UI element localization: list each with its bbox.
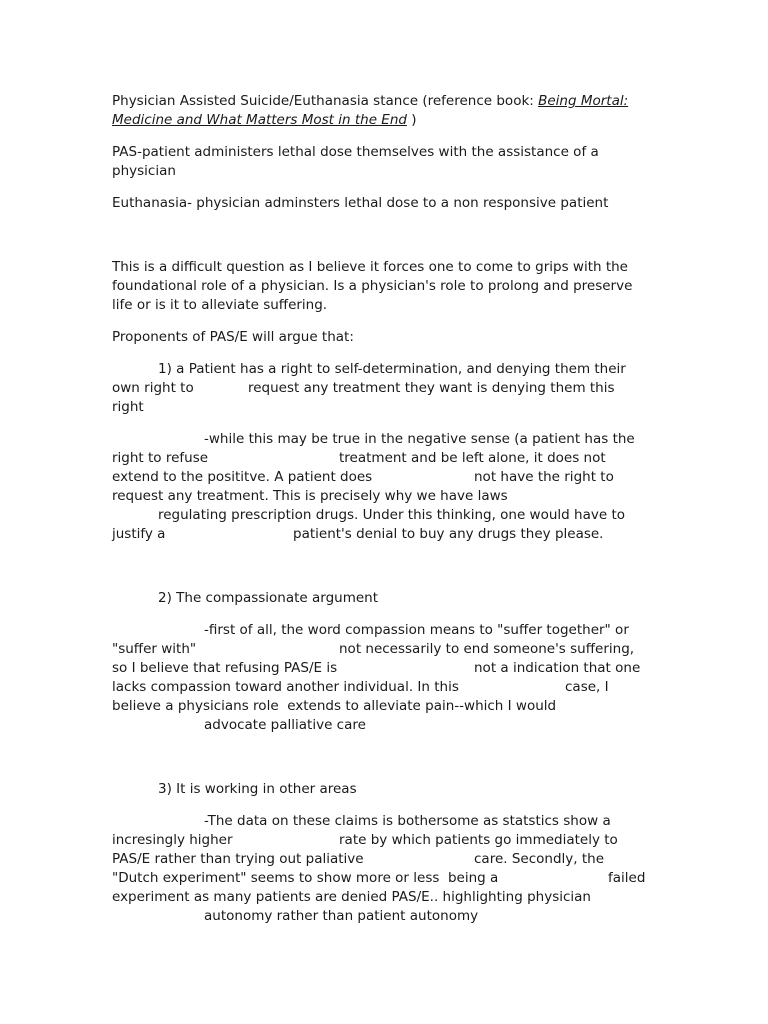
rebuttal2-line3b: not a indication that one — [474, 660, 641, 676]
book-title-part2: Medicine and What Matters Most in the End — [112, 112, 407, 128]
rebuttal3-line6: autonomy rather than patient autonomy — [204, 908, 479, 924]
rebuttal1-line2b: treatment and be left alone, it does not — [339, 450, 606, 466]
pas-definition-line2: physician — [112, 163, 176, 179]
rebuttal1-line1: -while this may be true in the negative sense (a patient has the — [204, 431, 635, 447]
rebuttal2-line2b: not necessarily to end someone's suffering, — [339, 641, 635, 657]
rebuttal1-line3a: extend to the posititve. A patient does — [112, 469, 373, 485]
euthanasia-definition: Euthanasia- physician adminsters lethal dose to a non responsive patient — [112, 195, 609, 211]
intro-line2: foundational role of a physician. Is a physician's role to prolong and preserve — [112, 278, 633, 294]
point3-heading: 3) It is working in other areas — [158, 781, 357, 797]
rebuttal2-line5: believe a physicians role extends to alleviate pain--which I would — [112, 698, 557, 714]
rebuttal3-line3a: PAS/E rather than trying out paliative — [112, 851, 364, 867]
rebuttal2-line4a: lacks compassion toward another individual. In this — [112, 679, 459, 695]
rebuttal2-line4b: case, I — [565, 679, 609, 695]
rebuttal2-line1: -first of all, the word compassion means to "suffer together" or — [204, 622, 629, 638]
point1-line2b: request any treatment they want is denying them this — [248, 380, 615, 396]
rebuttal3-line3b: care. Secondly, the — [474, 851, 604, 867]
document-title — [112, 92, 628, 111]
point1-line3: right — [112, 399, 144, 415]
rebuttal1-line5: regulating prescription drugs. Under this thinking, one would have to — [158, 507, 625, 523]
proponents-heading: Proponents of PAS/E will argue that: — [112, 329, 354, 345]
intro-line3: life or is it to alleviate suffering. — [112, 297, 328, 313]
rebuttal1-line6b: patient's denial to buy any drugs they please. — [293, 526, 604, 542]
rebuttal3-line2a: incresingly higher — [112, 832, 233, 848]
rebuttal2-line2a: "suffer with" — [112, 641, 197, 657]
title-suffix: ) — [406, 112, 417, 128]
rebuttal2-line3a: so I believe that refusing PAS/E is — [112, 660, 338, 676]
point2-heading: 2) The compassionate argument — [158, 590, 379, 606]
rebuttal3-line4b: failed — [608, 870, 646, 886]
rebuttal3-line4a: "Dutch experiment" seems to show more or less being a — [112, 870, 499, 886]
point1-line2a: own right to — [112, 380, 194, 396]
intro-line1: This is a difficult question as I believe it forces one to come to grips with the — [112, 259, 628, 275]
rebuttal3-line5: experiment as many patients are denied PAS/E.. highlighting physician — [112, 889, 591, 905]
rebuttal1-line2a: right to refuse — [112, 450, 209, 466]
pas-definition-line1: PAS-patient administers lethal dose themselves with the assistance of a — [112, 144, 599, 160]
book-title-part1: Being Mortal: — [538, 93, 629, 109]
point1-line1: 1) a Patient has a right to self-determination, and denying them their — [158, 361, 626, 377]
rebuttal1-line6a: justify a — [112, 526, 166, 542]
rebuttal3-line1: -The data on these claims is bothersome as statstics show a — [204, 813, 611, 829]
rebuttal3-line2b: rate by which patients go immediately to — [339, 832, 618, 848]
rebuttal1-line4: request any treatment. This is precisely why we have laws — [112, 488, 508, 504]
document-title-line2 — [112, 111, 417, 130]
title-prefix: Physician Assisted Suicide/Euthanasia stance (reference book: — [112, 93, 539, 109]
rebuttal1-line3b: not have the right to — [474, 469, 614, 485]
rebuttal2-line6: advocate palliative care — [204, 717, 366, 733]
